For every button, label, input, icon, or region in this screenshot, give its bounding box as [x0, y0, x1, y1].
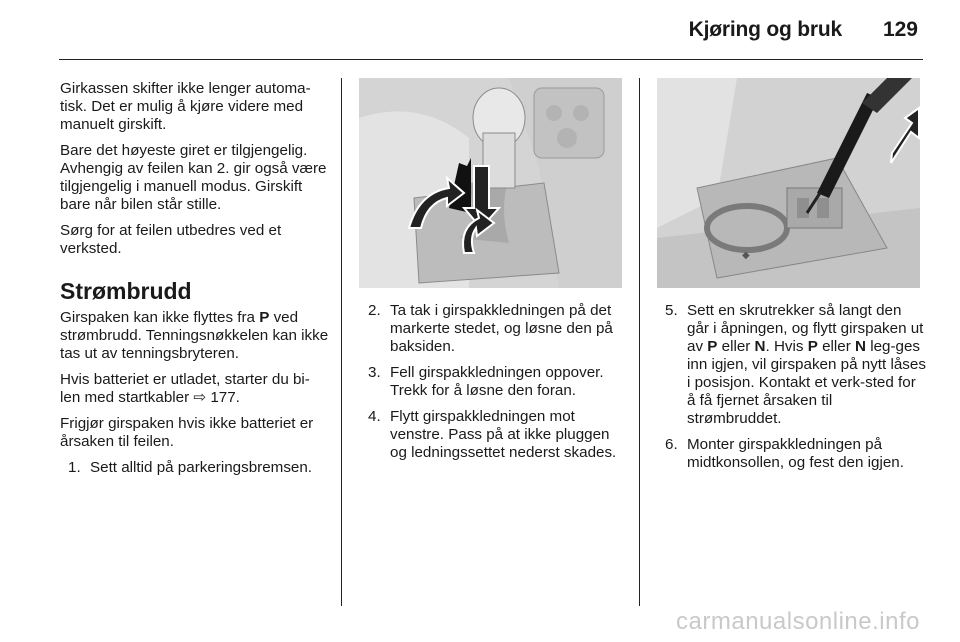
column-divider [341, 78, 342, 606]
section-title: Kjøring og bruk [688, 18, 842, 41]
shift-release-drawing [657, 78, 920, 288]
text-column-2 [368, 302, 630, 470]
page-number: 129 [882, 18, 918, 41]
svg-text:◆: ◆ [742, 250, 750, 261]
shift-release-illustration [657, 78, 920, 288]
gear-lever-illustration [359, 78, 622, 288]
text-column-1 [60, 80, 330, 485]
watermark: carmanualsonline.info [676, 608, 920, 635]
list-item: 3. Fell girspakkledningen oppover. Trekk for å løsne den foran. [368, 364, 604, 399]
page-reference[interactable]: 177 [210, 389, 236, 406]
list-item: 2. Ta tak i girspakkledningen på det markerte stedet, og løsne den på baksiden. [368, 302, 613, 355]
paragraph: Girspaken kan ikke flyttes fra P ved strømbrudd. Tenningsnøkkelen kan ikke tas ut av tenningsbryteren. [60, 309, 329, 362]
paragraph: Bare det høyeste giret er tilgjengelig. Avhengig av feilen kan 2. gir også være tilgjengelig i manuell modus. Girskift bare når bilen står stille. [60, 142, 327, 213]
paragraph: Sørg for at feilen utbedres ved et verksted. [60, 222, 282, 257]
list-item: 5. Sett en skrutrekker så langt den går i åpningen, og flytt girspaken ut av P eller N. Hvis P eller N leg-ges inn igjen, vil girspaken på nytt låses i posisjon. Kontakt et verk-sted for å få fjernet årsaken til strømbruddet. [665, 302, 926, 427]
list-item: 6. Monter girspakkledningen på midtkonsollen, og fest den igjen. [665, 436, 904, 471]
paragraph: Hvis batteriet er utladet, starter du bi-len med startkabler ⇨ 177. [60, 371, 310, 406]
text-column-3 [665, 302, 927, 480]
steps-list [368, 302, 630, 462]
page-reference-arrow-icon: ⇨ [193, 389, 211, 406]
section-heading: Strømbrudd [60, 278, 192, 304]
list-item: 4. Flytt girspakkledningen mot venstre. Pass på at ikke pluggen og ledningssettet nederst skades. [368, 408, 617, 461]
column-divider [639, 78, 640, 606]
list-item: 1. Sett alltid på parkeringsbremsen. [68, 459, 313, 476]
page-header [0, 0, 960, 62]
steps-list [665, 302, 927, 472]
header-divider [59, 59, 923, 60]
gear-lever-drawing [359, 78, 622, 288]
paragraph: Frigjør girspaken hvis ikke batteriet er årsaken til feilen. [60, 415, 314, 450]
steps-list [60, 459, 330, 477]
paragraph: Girkassen skifter ikke lenger automa-tisk. Det er mulig å kjøre videre med manuelt girskift. [60, 80, 311, 133]
